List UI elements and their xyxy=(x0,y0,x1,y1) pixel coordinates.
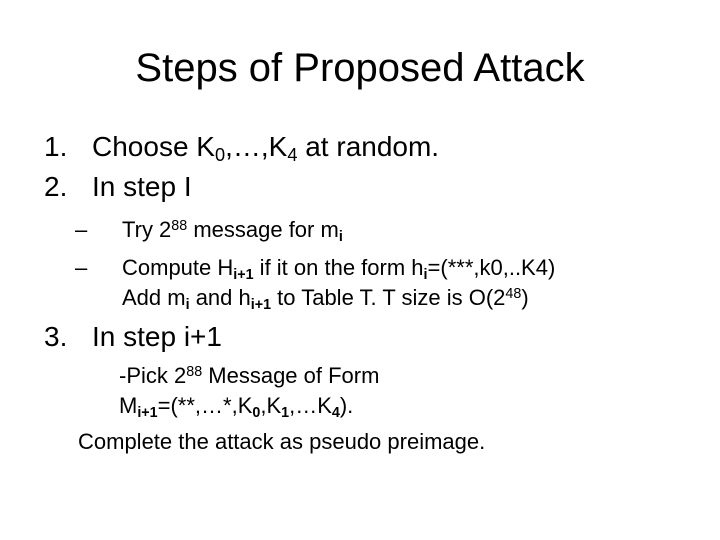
form-line xyxy=(119,392,354,422)
sub-bullet-2-text-part: if it on the form h xyxy=(253,255,424,280)
step-2 xyxy=(0,170,720,204)
step-2-text: In step I xyxy=(92,171,192,202)
sub-bullet-1 xyxy=(0,216,720,246)
sub-bullet-2-subscript: i xyxy=(423,267,428,284)
form-subscript: i+1 xyxy=(137,405,158,422)
step-3 xyxy=(0,320,720,354)
dash-bullet: – xyxy=(75,255,88,280)
pick-line xyxy=(119,362,379,389)
continuation-superscript: 48 xyxy=(505,285,522,302)
pick-text-part: Message of Form xyxy=(202,363,380,388)
slide-title: Steps of Proposed Attack xyxy=(135,46,585,90)
sub-bullet-1-subscript: i xyxy=(338,229,343,246)
step-1-text-part: at random. xyxy=(297,131,440,162)
step-1-number: 1. xyxy=(44,131,68,162)
continuation-subscript: i xyxy=(185,297,190,314)
continuation-text-part: ) xyxy=(521,285,529,310)
sub-bullet-1-text-part: message for m xyxy=(187,217,339,242)
sub-bullet-2-continuation xyxy=(0,284,720,314)
continuation-text-part: and h xyxy=(189,285,251,310)
form-text-part: M xyxy=(119,393,138,418)
form-text-part: ,K xyxy=(260,393,282,418)
dash-bullet: – xyxy=(75,217,88,242)
form-text-part: ,…K xyxy=(289,393,332,418)
step-2-number: 2. xyxy=(44,171,68,202)
continuation-text-part: Add m xyxy=(122,285,186,310)
form-text-part: =(**,…*,K xyxy=(157,393,253,418)
step-1-text xyxy=(92,130,439,164)
form-subscript: 0 xyxy=(252,405,261,422)
continuation-text-part: to Table T. T size is O(2 xyxy=(271,285,506,310)
step-1-text-part: Choose K xyxy=(92,131,215,162)
step-3-number: 3. xyxy=(44,321,68,352)
sub-bullet-1-text-part: Try 2 xyxy=(122,217,172,242)
form-text-part: ). xyxy=(339,393,354,418)
sub-bullet-2-subscript: i+1 xyxy=(233,267,254,284)
sub-bullet-2-text xyxy=(122,254,556,284)
sub-bullet-2-text-part: Compute H xyxy=(122,255,234,280)
form-subscript: 1 xyxy=(281,405,290,422)
sub-bullet-2 xyxy=(0,254,720,284)
step-3-text: In step i+1 xyxy=(92,321,222,352)
sub-bullet-2-text-part: =(***,k0,..K4) xyxy=(427,255,556,280)
step-1 xyxy=(0,130,720,164)
conclusion-line: Complete the attack as pseudo preimage. xyxy=(78,429,486,454)
continuation-subscript: i+1 xyxy=(250,297,272,314)
sub-bullet-1-superscript: 88 xyxy=(171,217,188,234)
pick-text-part: -Pick 2 xyxy=(119,363,187,388)
step-1-text-part: ,…,K xyxy=(225,131,288,162)
form-subscript: 4 xyxy=(331,405,340,422)
step-1-subscript: 0 xyxy=(214,145,226,166)
pick-superscript: 88 xyxy=(186,363,203,380)
sub-bullet-1-text xyxy=(122,216,343,246)
step-1-subscript: 4 xyxy=(287,145,298,166)
sub-bullet-2-continuation-text xyxy=(122,284,529,314)
